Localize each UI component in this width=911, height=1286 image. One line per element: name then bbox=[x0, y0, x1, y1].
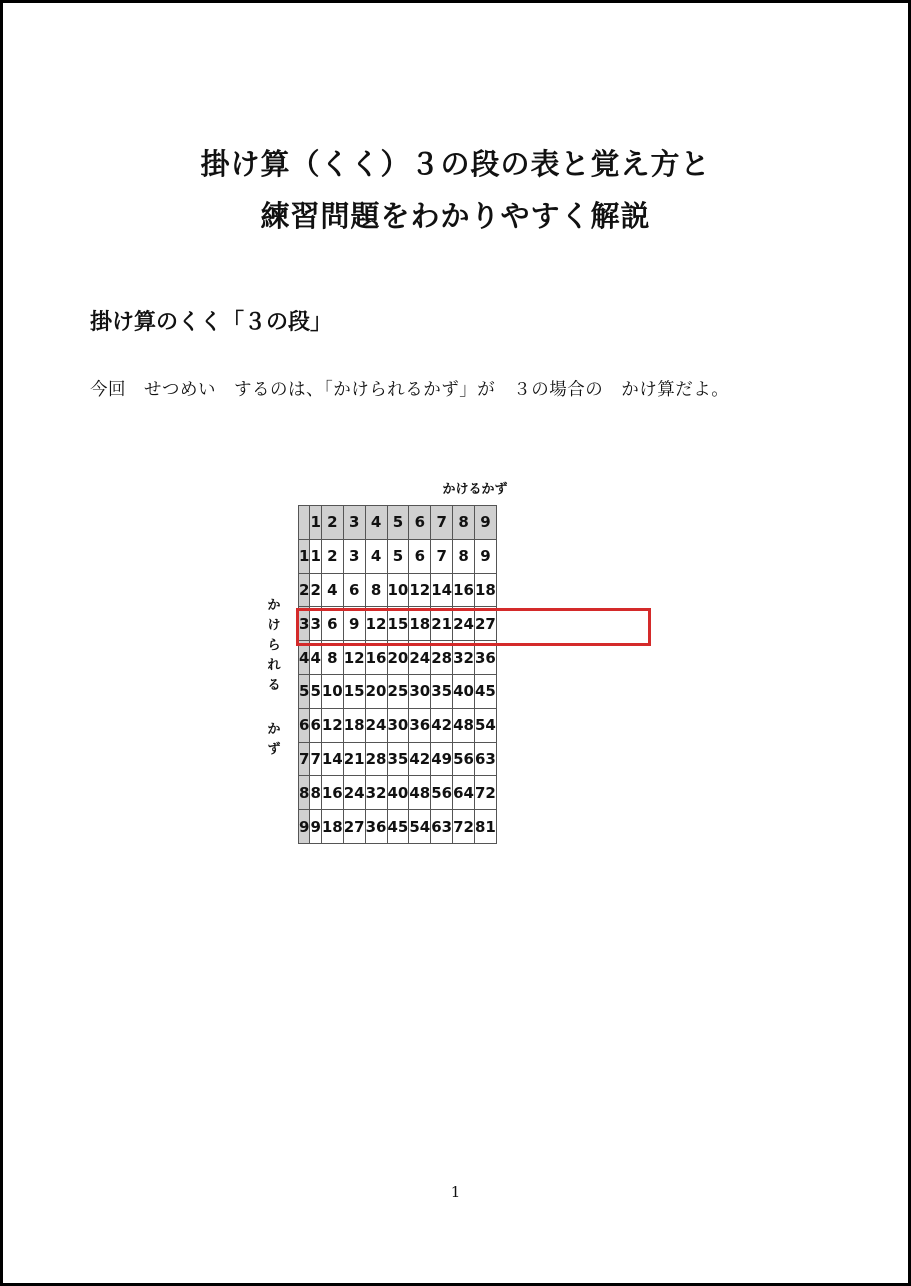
table-cell: 40 bbox=[387, 776, 409, 810]
section-heading: 掛け算のくく「３の段」 bbox=[90, 310, 333, 335]
table-cell: 8 bbox=[365, 573, 387, 607]
table-cell: 16 bbox=[365, 641, 387, 675]
table-cell: 81 bbox=[475, 810, 497, 844]
table-cell: 15 bbox=[343, 674, 365, 708]
row-header-cell: 3 bbox=[299, 607, 310, 641]
table-cell: 20 bbox=[387, 641, 409, 675]
table-cell: 63 bbox=[431, 810, 453, 844]
table-cell: 35 bbox=[387, 742, 409, 776]
table-cell: 12 bbox=[343, 641, 365, 675]
table-cell: 5 bbox=[310, 674, 321, 708]
row-header-cell: 5 bbox=[299, 674, 310, 708]
row-header-cell: 7 bbox=[299, 742, 310, 776]
row-caption-char: け bbox=[267, 618, 281, 633]
table-row bbox=[299, 539, 497, 573]
table-cell: 6 bbox=[409, 539, 431, 573]
table-cell: 21 bbox=[343, 742, 365, 776]
table-cell: 30 bbox=[387, 708, 409, 742]
table-corner-cell bbox=[299, 506, 310, 540]
table-cell: 21 bbox=[431, 607, 453, 641]
table-row bbox=[299, 641, 497, 675]
table-cell: 45 bbox=[387, 810, 409, 844]
table-cell: 27 bbox=[343, 810, 365, 844]
table-cell: 35 bbox=[431, 674, 453, 708]
table-row bbox=[299, 742, 497, 776]
table-cell: 56 bbox=[453, 742, 475, 776]
column-header-cell: 9 bbox=[475, 506, 497, 540]
column-header-cell: 2 bbox=[321, 506, 343, 540]
column-header-cell: 4 bbox=[365, 506, 387, 540]
table-cell: 18 bbox=[321, 810, 343, 844]
table-row bbox=[299, 708, 497, 742]
table-cell: 9 bbox=[310, 810, 321, 844]
table-row bbox=[299, 573, 497, 607]
table-cell: 16 bbox=[453, 573, 475, 607]
table-cell: 12 bbox=[321, 708, 343, 742]
title-line-2: 練習問題をわかりやすく解説 bbox=[260, 199, 651, 233]
table-cell: 24 bbox=[453, 607, 475, 641]
column-header-cell: 6 bbox=[409, 506, 431, 540]
table-cell: 8 bbox=[453, 539, 475, 573]
table-cell: 18 bbox=[409, 607, 431, 641]
table-cell: 12 bbox=[365, 607, 387, 641]
intro-paragraph: 今回 せつめい するのは、「かけられるかず」が ３の場合の かけ算だよ。 bbox=[90, 380, 730, 400]
table-row bbox=[299, 776, 497, 810]
row-caption-gap bbox=[262, 696, 286, 720]
row-caption-char: ず bbox=[267, 742, 281, 757]
table-cell: 42 bbox=[409, 742, 431, 776]
table-cell: 45 bbox=[475, 674, 497, 708]
table-cell: 32 bbox=[453, 641, 475, 675]
table-row bbox=[299, 674, 497, 708]
table-cell: 42 bbox=[431, 708, 453, 742]
row-caption-char: か bbox=[267, 598, 281, 613]
table-cell: 54 bbox=[409, 810, 431, 844]
table-cell: 20 bbox=[365, 674, 387, 708]
table-cell: 54 bbox=[475, 708, 497, 742]
table-cell: 6 bbox=[343, 573, 365, 607]
table-cell: 14 bbox=[321, 742, 343, 776]
table-header-row bbox=[299, 506, 497, 540]
table-cell: 72 bbox=[453, 810, 475, 844]
table-cell: 6 bbox=[310, 708, 321, 742]
table-cell: 24 bbox=[365, 708, 387, 742]
table-cell: 18 bbox=[475, 573, 497, 607]
table-cell: 56 bbox=[431, 776, 453, 810]
row-caption-char: か bbox=[267, 722, 281, 737]
page-number: 1 bbox=[450, 1183, 461, 1201]
table-cell: 15 bbox=[387, 607, 409, 641]
table-cell: 63 bbox=[475, 742, 497, 776]
table-cell: 48 bbox=[453, 708, 475, 742]
row-caption-char: れ bbox=[267, 658, 281, 673]
title-line-1: 掛け算（くく）３の段の表と覚え方と bbox=[200, 147, 711, 181]
table-cell: 3 bbox=[343, 539, 365, 573]
column-header-cell: 5 bbox=[387, 506, 409, 540]
table-cell: 40 bbox=[453, 674, 475, 708]
table-cell: 36 bbox=[475, 641, 497, 675]
table-cell: 36 bbox=[409, 708, 431, 742]
table-cell: 9 bbox=[343, 607, 365, 641]
table-cell: 28 bbox=[431, 641, 453, 675]
table-cell: 10 bbox=[321, 674, 343, 708]
row-caption-char: ら bbox=[267, 638, 281, 653]
table-cell: 16 bbox=[321, 776, 343, 810]
table-cell: 32 bbox=[365, 776, 387, 810]
table-cell: 48 bbox=[409, 776, 431, 810]
table-cell: 2 bbox=[310, 573, 321, 607]
table-cell: 2 bbox=[321, 539, 343, 573]
row-caption bbox=[262, 596, 286, 760]
row-header-cell: 8 bbox=[299, 776, 310, 810]
table-row bbox=[299, 810, 497, 844]
row-header-cell: 1 bbox=[299, 539, 310, 573]
table-cell: 5 bbox=[387, 539, 409, 573]
table-cell: 27 bbox=[475, 607, 497, 641]
table-cell: 8 bbox=[321, 641, 343, 675]
table-cell: 4 bbox=[365, 539, 387, 573]
row-header-cell: 2 bbox=[299, 573, 310, 607]
table-cell: 3 bbox=[310, 607, 321, 641]
table-cell: 24 bbox=[343, 776, 365, 810]
column-header-cell: 1 bbox=[310, 506, 321, 540]
column-header-cell: 8 bbox=[453, 506, 475, 540]
table-cell: 49 bbox=[431, 742, 453, 776]
table-cell: 28 bbox=[365, 742, 387, 776]
table-cell: 10 bbox=[387, 573, 409, 607]
multiplication-table bbox=[298, 505, 497, 844]
table-cell: 18 bbox=[343, 708, 365, 742]
row-header-cell: 9 bbox=[299, 810, 310, 844]
table-cell: 36 bbox=[365, 810, 387, 844]
table-cell: 4 bbox=[310, 641, 321, 675]
table-cell: 1 bbox=[310, 539, 321, 573]
table-cell: 72 bbox=[475, 776, 497, 810]
column-header-cell: 7 bbox=[431, 506, 453, 540]
table-cell: 7 bbox=[431, 539, 453, 573]
table-cell: 30 bbox=[409, 674, 431, 708]
table-cell: 12 bbox=[409, 573, 431, 607]
table-cell: 64 bbox=[453, 776, 475, 810]
table-cell: 7 bbox=[310, 742, 321, 776]
row-header-cell: 6 bbox=[299, 708, 310, 742]
column-header-cell: 3 bbox=[343, 506, 365, 540]
table-cell: 8 bbox=[310, 776, 321, 810]
page-title bbox=[0, 138, 911, 242]
table-cell: 6 bbox=[321, 607, 343, 641]
table-row bbox=[299, 607, 497, 641]
column-caption: かけるかず bbox=[442, 482, 508, 497]
table-cell: 9 bbox=[475, 539, 497, 573]
table-cell: 25 bbox=[387, 674, 409, 708]
row-header-cell: 4 bbox=[299, 641, 310, 675]
row-caption-char: る bbox=[267, 678, 281, 693]
table-cell: 14 bbox=[431, 573, 453, 607]
table-cell: 4 bbox=[321, 573, 343, 607]
table-cell: 24 bbox=[409, 641, 431, 675]
